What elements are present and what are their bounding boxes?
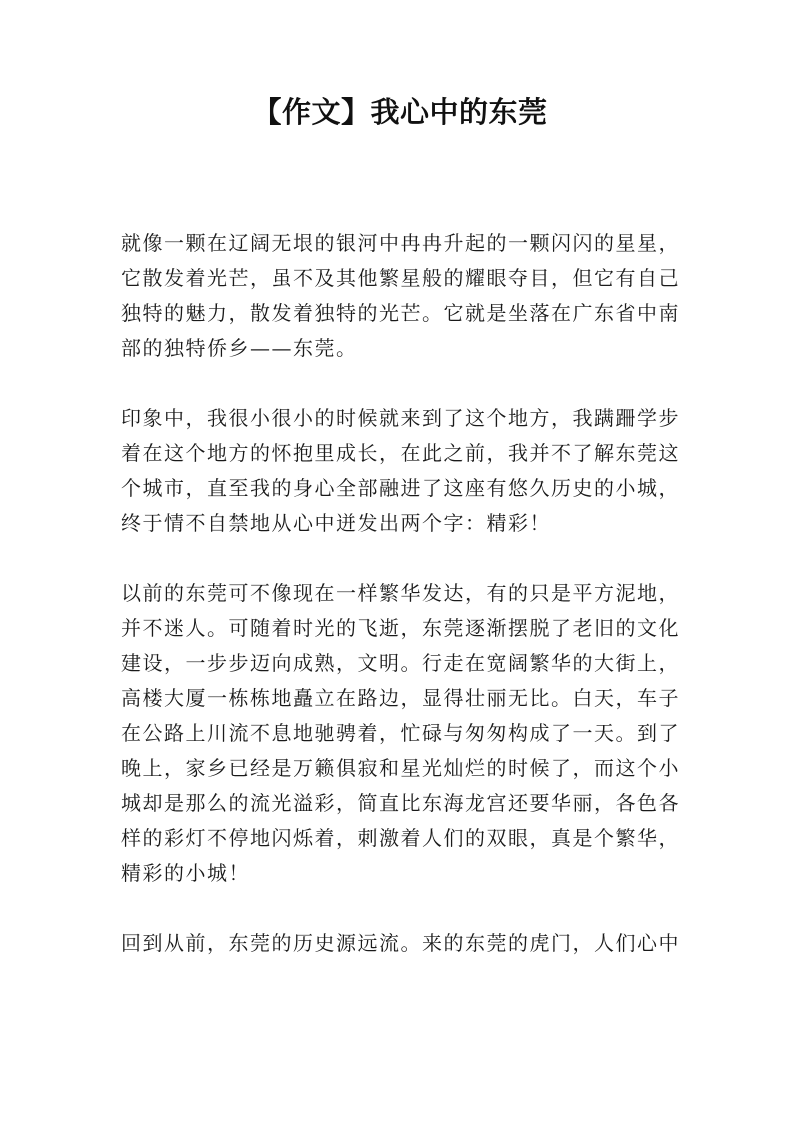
text-line: 终于情不自禁地从心中迸发出两个字：精彩！ [121,511,551,535]
text-line: 它散发着光芒，虽不及其他繁星般的耀眼夺目，但它有自己 [121,266,680,290]
paragraph-3 [121,576,691,891]
text-line: 印象中，我很小很小的时候就来到了这个地方，我蹒跚学步 [121,406,680,430]
text-line: 个城市，直至我的身心全部融进了这座有悠久历史的小城， [121,476,680,500]
paragraph-4 [121,926,691,961]
text-line: 就像一颗在辽阔无垠的银河中冉冉升起的一颗闪闪的星星， [121,231,680,255]
text-line: 着在这个地方的怀抱里成长，在此之前，我并不了解东莞这 [121,441,680,465]
paragraph-1 [121,226,691,366]
text-line: 并不迷人。可随着时光的飞逝，东莞逐渐摆脱了老旧的文化 [121,616,680,640]
document-body [121,226,691,996]
text-line: 建设，一步步迈向成熟，文明。行走在宽阔繁华的大街上， [121,651,680,675]
text-line: 独特的魅力，散发着独特的光芒。它就是坐落在广东省中南 [121,301,680,325]
text-line: 样的彩灯不停地闪烁着，刺激着人们的双眼，真是个繁华， [121,826,680,850]
text-line: 以前的东莞可不像现在一样繁华发达，有的只是平方泥地， [121,581,680,605]
text-line: 回到从前，东莞的历史源远流。来的东莞的虎门，人们心中 [121,931,680,955]
text-line: 部的独特侨乡——东莞。 [121,336,358,360]
text-line: 高楼大厦一栋栋地矗立在路边，显得壮丽无比。白天，车子 [121,686,680,710]
text-line: 精彩的小城！ [121,861,250,885]
text-line: 城却是那么的流光溢彩，简直比东海龙宫还要华丽，各色各 [121,791,680,815]
text-line: 晚上，家乡已经是万籁俱寂和星光灿烂的时候了，而这个小 [121,756,680,780]
paragraph-2 [121,401,691,541]
text-line: 在公路上川流不息地驰骋着，忙碌与匆匆构成了一天。到了 [121,721,680,745]
document-title: 【作文】我心中的东莞 [252,95,548,129]
